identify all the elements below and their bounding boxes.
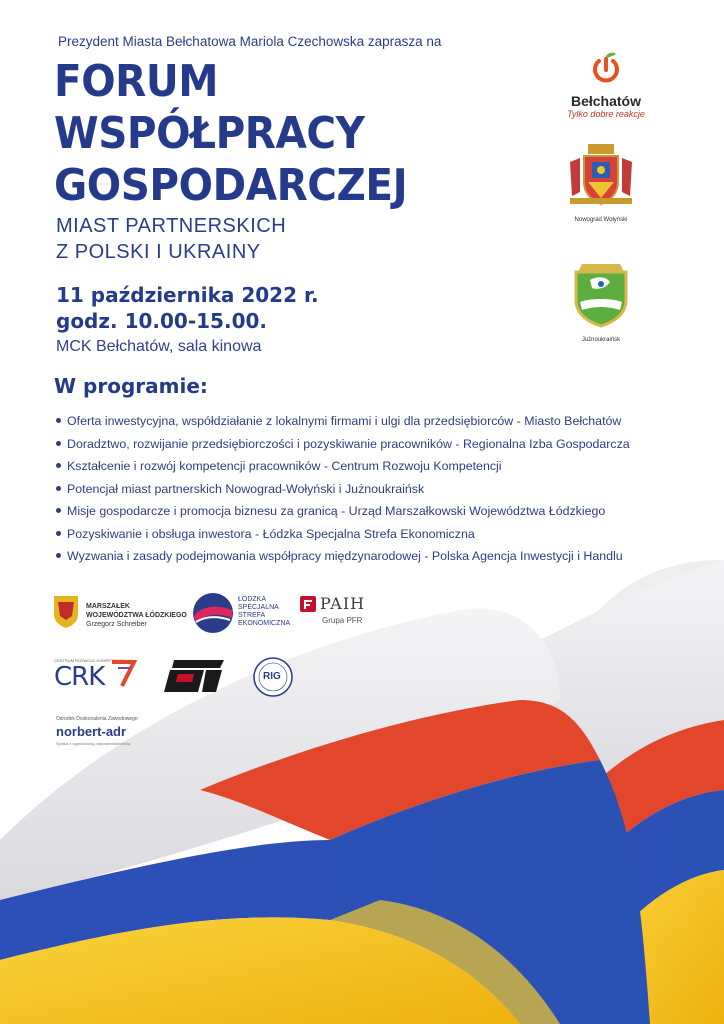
rig-label: RIG <box>263 671 281 682</box>
belchatow-logo <box>556 52 656 124</box>
bkpt-logo <box>164 656 230 696</box>
norbert-name: norbert-adr <box>56 724 127 739</box>
lsse-line-2: SPECJALNA <box>238 604 279 611</box>
program-item-text: Kształcenie i rozwój kompetencji pracowników - Centrum Rozwoju Kompetencji <box>67 459 502 473</box>
nowograd-coat-of-arms <box>562 142 640 223</box>
coat-of-arms-icon <box>568 258 634 328</box>
lsse-circle-icon <box>192 592 234 634</box>
program-item-text: Doradztwo, rozwijanie przedsiębiorczości i pozyskiwanie pracowników - Regionalna Izba Gospodarcza <box>67 436 630 451</box>
lodz-shield-icon <box>52 594 80 628</box>
lodz-line-2: WOJEWÓDZTWA ŁÓDZKIEGO <box>86 612 187 619</box>
program-item-text: Wyzwania i zasady podejmowania współpracy międzynarodowej - Polska Agencja Inwestycji i Handlu <box>67 549 623 563</box>
power-apple-icon <box>589 52 623 86</box>
belchatow-slogan: Tylko dobre reakcje <box>567 109 645 119</box>
program-heading: W programie: <box>54 374 208 398</box>
bullet-icon <box>56 553 61 558</box>
marszalek-lodzki-logo <box>52 594 192 634</box>
paih-subtitle: Grupa PFR <box>322 616 363 625</box>
event-venue: MCK Bełchatów, sala kinowa <box>56 338 262 355</box>
bullet-icon <box>56 508 61 513</box>
juznoukrainsk-coat-of-arms <box>562 258 640 343</box>
crk-seven-icon <box>108 658 138 688</box>
program-list <box>56 410 630 568</box>
nowograd-caption: Nowograd Wołyński <box>574 217 628 223</box>
subtitle-line-1: MIAST PARTNERSKICH <box>56 215 287 237</box>
program-item <box>56 500 630 523</box>
program-item-text: Misje gospodarcze i promocja biznesu za granicą - Urząd Marszałkowski Województwa Łódzkiego <box>67 504 606 518</box>
juznoukrainsk-caption: Jużnoukraińsk <box>581 337 621 343</box>
norbert-top-text: Ośrodek Doskonalenia Zawodowego <box>56 716 138 722</box>
bullet-icon <box>56 441 61 446</box>
paih-name: PAIH <box>320 594 366 613</box>
title-line-3: GOSPODARCZEJ <box>54 160 408 211</box>
lsse-line-1: ŁÓDZKA <box>238 596 267 603</box>
program-item <box>56 545 630 568</box>
paih-logo <box>300 594 390 630</box>
belchatow-name: Bełchatów <box>570 93 641 109</box>
program-item-text: Oferta inwestycyjna, współdziałanie z lokalnymi firmami i ulgi dla przedsiębiorców - Miasto Bełchatów <box>67 414 622 428</box>
program-item <box>56 523 630 546</box>
event-hours: godz. 10.00-15.00. <box>56 309 267 333</box>
bullet-icon <box>56 463 61 468</box>
lodz-line-1: MARSZAŁEK <box>86 603 130 610</box>
lodz-line-3: Grzegorz Schreiber <box>86 621 147 628</box>
bkpt-label: BKPT <box>184 656 201 662</box>
lsse-line-3: STREFA <box>238 612 266 619</box>
coat-of-arms-icon <box>566 142 636 208</box>
event-date: 11 października 2022 r. <box>56 283 319 307</box>
program-item-text: Pozyskiwanie i obsługa inwestora - Łódzka Specjalna Strefa Ekonomiczna <box>67 526 475 541</box>
title-line-2: WSPÓŁPRACY <box>54 108 365 159</box>
program-item <box>56 455 630 478</box>
invitation-text: Prezydent Miasta Bełchatowa Mariola Czechowska zaprasza na <box>58 34 442 49</box>
crk-logo: CENTRUM ROZWOJU KOMPETENCJI CRK <box>54 656 140 696</box>
bullet-icon <box>56 486 61 491</box>
subtitle-line-2: Z POLSKI I UKRAINY <box>56 241 261 263</box>
paih-mark-icon <box>300 596 316 612</box>
program-item-text: Potencjał miast partnerskich Nowograd-Wołyński i Jużnoukraińsk <box>67 481 425 496</box>
lsse-line-4: EKONOMICZNA <box>238 620 291 627</box>
crk-label: CRK <box>54 662 105 692</box>
rig-logo <box>252 656 296 700</box>
program-item <box>56 410 630 433</box>
bullet-icon <box>56 418 61 423</box>
lsse-logo <box>192 592 292 638</box>
norbert-subtitle: Spółka z ograniczoną odpowiedzialnością <box>56 741 131 746</box>
bullet-icon <box>56 531 61 536</box>
norbert-adr-logo <box>56 716 156 752</box>
title-line-1: FORUM <box>54 56 219 107</box>
program-item <box>56 478 630 501</box>
program-item <box>56 433 630 456</box>
